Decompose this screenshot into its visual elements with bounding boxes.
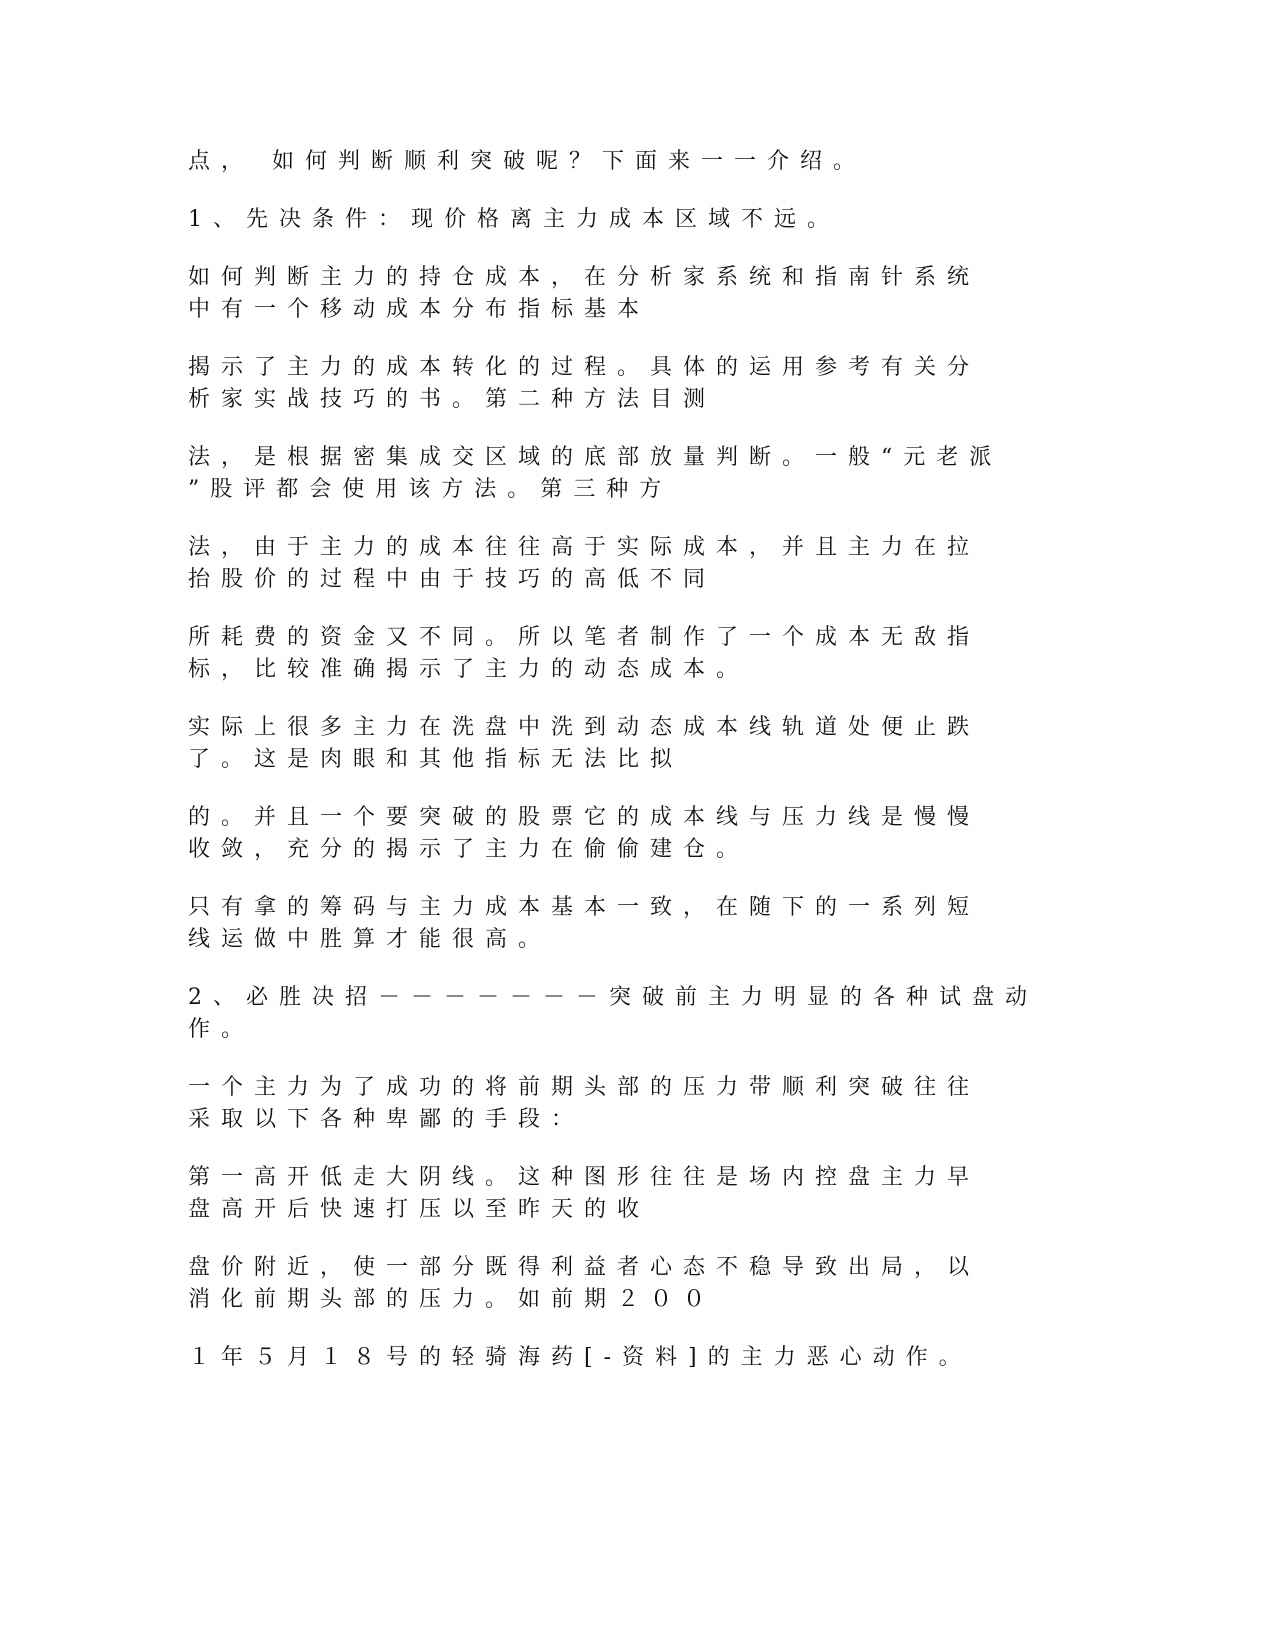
paragraph-line: 盘价附近，使一部分既得利益者心态不稳导致出局，以 [188,1255,981,1280]
paragraph-line: 如何判断主力的持仓成本，在分析家系统和指南针系统 [188,265,981,290]
paragraph-line: 实际上很多主力在洗盘中洗到动态成本线轨道处便止跌 [188,715,981,740]
paragraph [188,712,1088,776]
paragraph-line: 所耗费的资金又不同。所以笔者制作了一个成本无敌指 [188,625,981,650]
paragraph-line: 消化前期头部的压力。如前期２００ [188,1287,717,1312]
paragraph-line: 线运做中胜算才能很高。 [188,927,552,952]
paragraph-line: 点， 如何判断顺利突破呢？下面来一一介绍。 [188,149,866,174]
paragraph-line: 2、必胜决招－－－－－－－突破前主力明显的各种试盘动 [188,985,1038,1010]
paragraph [188,1342,1088,1374]
paragraph-line: １年５月１８号的轻骑海药[-资料]的主力恶心动作。 [188,1345,972,1370]
paragraph [188,204,1088,236]
paragraph [188,1162,1088,1226]
paragraph-line: ”股评都会使用该方法。第三种方 [188,477,673,502]
paragraph [188,1252,1088,1316]
paragraph [188,892,1088,956]
paragraph-line: 标，比较准确揭示了主力的动态成本。 [188,657,750,682]
paragraph [188,262,1088,326]
paragraph-line: 法，是根据密集成交区域的底部放量判断。一般“元老派 [188,445,1003,470]
paragraph-line: 中有一个移动成本分布指标基本 [188,297,651,322]
paragraph-line: 只有拿的筹码与主力成本基本一致，在随下的一系列短 [188,895,981,920]
paragraph-line: 第一高开低走大阴线。这种图形往往是场内控盘主力早 [188,1165,981,1190]
paragraph-line: 揭示了主力的成本转化的过程。具体的运用参考有关分 [188,355,981,380]
paragraph-line: 收敛，充分的揭示了主力在偷偷建仓。 [188,837,750,862]
paragraph [188,532,1088,596]
paragraph [188,802,1088,866]
paragraph [188,146,1088,178]
paragraph-line: 了。这是肉眼和其他指标无法比拟 [188,747,684,772]
paragraph [188,982,1088,1046]
paragraph-line: 法，由于主力的成本往往高于实际成本，并且主力在拉 [188,535,981,560]
paragraph-line: 一个主力为了成功的将前期头部的压力带顺利突破往往 [188,1075,981,1100]
paragraph-line: 抬股价的过程中由于技巧的高低不同 [188,567,717,592]
paragraph-line: 1、先决条件：现价格离主力成本区域不远。 [188,207,840,232]
paragraph [188,352,1088,416]
paragraph-line: 作。 [188,1017,255,1042]
paragraph-line: 采取以下各种卑鄙的手段： [188,1107,585,1132]
paragraph-line: 的。并且一个要突破的股票它的成本线与压力线是慢慢 [188,805,981,830]
paragraph-line: 析家实战技巧的书。第二种方法目测 [188,387,717,412]
document-body [188,146,1088,1400]
paragraph [188,442,1088,506]
paragraph-line: 盘高开后快速打压以至昨天的收 [188,1197,651,1222]
paragraph [188,622,1088,686]
paragraph [188,1072,1088,1136]
